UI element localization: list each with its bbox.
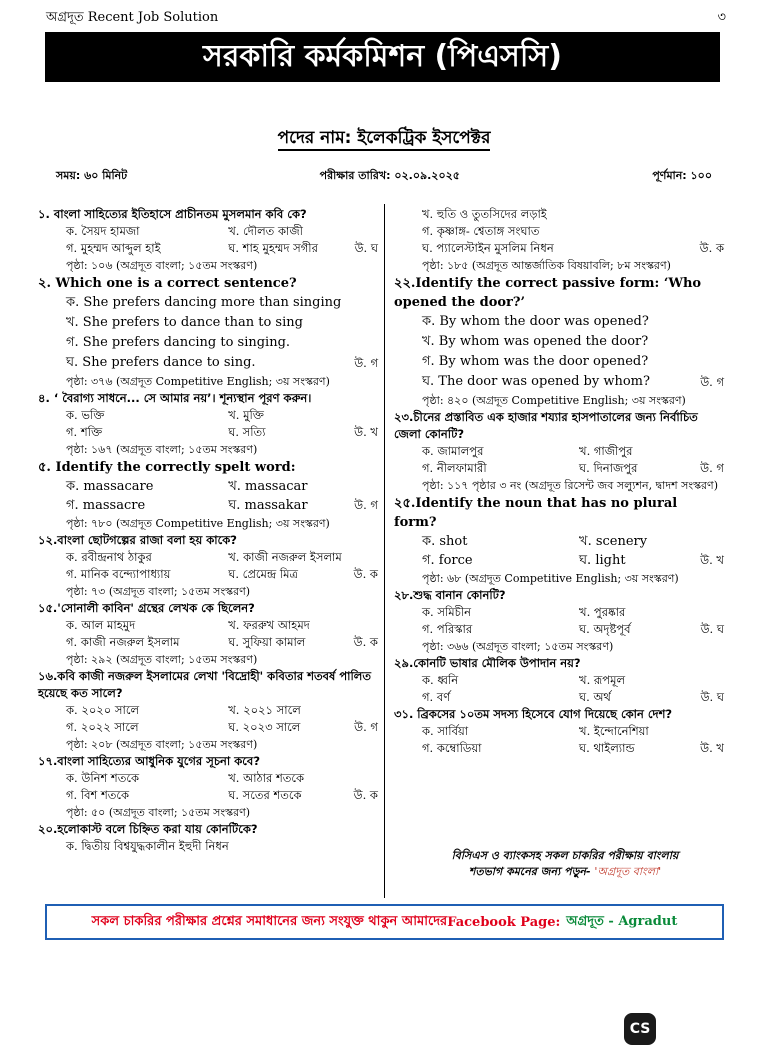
- option: ক. জামালপুর: [422, 444, 484, 458]
- option: খ. রূপমূল: [579, 673, 626, 687]
- question: ২২.Identify the correct passive form: ‘Who opened the door?’: [394, 276, 702, 310]
- option: ঘ. massakar: [228, 498, 308, 513]
- column-divider: [384, 204, 385, 898]
- source-reference: পৃষ্ঠা: ৭৩ (অগ্রদূত বাংলা; ১৫তম সংস্করণ): [66, 585, 251, 598]
- answer: উ. গ: [700, 461, 724, 475]
- question: ৫. Identify the correctly spelt word:: [38, 460, 296, 475]
- option: ক. সার্বিয়া: [422, 724, 469, 738]
- option: ঘ. অর্থ: [579, 690, 611, 704]
- right-column: [394, 206, 724, 757]
- option: গ. নীলফামারী: [422, 461, 487, 475]
- question: ২৩.চীনের প্রস্তাবিত এক হাজার শয্যার হাসপাতালের জন্য নির্বাচিত জেলা কোনটি?: [394, 410, 698, 441]
- question: ১. বাংলা সাহিত্যের ইতিহাসে প্রাচীনতম মুসলমান কবি কে?: [38, 207, 307, 221]
- post-title: [0, 125, 768, 153]
- answer: উ. খ: [354, 425, 378, 439]
- answer: উ. ক: [353, 635, 378, 649]
- option: গ. পরিস্কার: [422, 622, 473, 636]
- options: [38, 549, 378, 583]
- option-row: [394, 372, 724, 392]
- option: খ. দৌলত কাজী: [228, 224, 303, 238]
- option: ঘ. শাহ মুহম্মদ সগীর: [228, 241, 318, 255]
- source-reference: পৃষ্ঠা: ৭৮০ (অগ্রদূত Competitive English; ৩য় সংস্করণ): [66, 517, 330, 530]
- source-reference: পৃষ্ঠা: ২০৮ (অগ্রদূত বাংলা; ১৫তম সংস্করণ): [66, 738, 258, 751]
- option: ঘ. সুফিয়া কামাল: [228, 635, 306, 649]
- option: খ. কাজী নজরুল ইসলাম: [228, 550, 342, 564]
- option: গ. She prefers dancing to singing.: [66, 335, 291, 350]
- answer: উ. ঘ: [700, 690, 724, 704]
- promo-line-2: শতভাগ কমনের জন্য পড়ুন-: [468, 865, 591, 878]
- option: গ. মুহম্মদ আব্দুল হাই: [66, 241, 161, 255]
- options: [38, 477, 378, 515]
- answer: উ. ক: [353, 788, 378, 802]
- options: [394, 443, 724, 477]
- option: ক. সৈয়দ হামজা: [66, 224, 140, 238]
- exam-time: সময়: ৬০ মিনিট: [56, 169, 128, 182]
- options: [38, 223, 378, 257]
- exam-date: পরীক্ষার তারিখ: ০২.০৯.২০২৫: [319, 169, 460, 182]
- option: গ. By whom was the door opened?: [422, 354, 649, 369]
- option: গ. কম্বোডিয়া: [422, 741, 482, 755]
- running-head: অগ্রদূত Recent Job Solution: [46, 10, 219, 25]
- answer: উ. গ: [354, 498, 378, 512]
- option: খ. পুরষ্কার: [579, 605, 626, 619]
- option: খ. গাজীপুর: [579, 444, 633, 458]
- option: ক. shot: [422, 534, 468, 549]
- source-reference: পৃষ্ঠা: ১০৬ (অগ্রদূত বাংলা; ১৫তম সংস্করণ): [66, 259, 258, 272]
- option: গ. বিশ শতকে: [66, 788, 130, 802]
- options: [38, 617, 378, 651]
- option: খ. মুক্তি: [228, 408, 264, 422]
- option: খ. By whom was opened the door?: [422, 334, 649, 349]
- exam-meta: [56, 167, 712, 186]
- source-reference: পৃষ্ঠা: ২৯২ (অগ্রদূত বাংলা; ১৫তম সংস্করণ): [66, 653, 258, 666]
- footer-brand-link[interactable]: অগ্রদূত - Agradut: [566, 913, 678, 929]
- option: গ. force: [422, 553, 473, 568]
- answer: উ. গ: [354, 356, 378, 370]
- source-reference: পৃষ্ঠা: ৬৮ (অগ্রদূত Competitive English; ৩য় সংস্করণ): [422, 572, 679, 585]
- options: [38, 770, 378, 804]
- answer: উ. গ: [700, 375, 724, 389]
- option: ক. রবীন্দ্রনাথ ঠাকুর: [66, 550, 152, 564]
- option-row: [394, 240, 724, 257]
- option: ক. ২০২০ সালে: [66, 703, 140, 717]
- source-reference: পৃষ্ঠা: ৩৭৬ (অগ্রদূত Competitive English; ৩য় সংস্করণ): [66, 375, 330, 388]
- book-promo: [400, 848, 730, 880]
- option: ঘ. প্যালেস্টাইন মুসলিম নিধন: [422, 241, 554, 255]
- answer: উ. ক: [353, 567, 378, 581]
- footer-text: সকল চাকরির পরীক্ষার প্রশ্নের সমাধানের জন্য সংযুক্ত থাকুন আমাদের: [91, 913, 448, 929]
- question: ৩১. ব্রিকসের ১০তম সদস্য হিসেবে যোগ দিয়েছে কোন দেশ?: [394, 707, 673, 721]
- option: গ. কাজী নজরুল ইসলাম: [66, 635, 180, 649]
- camscanner-badge-icon: CS: [624, 1013, 656, 1045]
- option: ঘ. light: [579, 553, 626, 568]
- option: ঘ. She prefers dance to sing.: [66, 355, 256, 370]
- option: ঘ. দিনাজপুর: [579, 461, 638, 475]
- option: খ. হুতি ও তুতসিদের লড়াই: [422, 207, 547, 221]
- options: [38, 407, 378, 441]
- option: গ. massacre: [66, 498, 146, 513]
- option: ক. দ্বিতীয় বিশ্বযুদ্ধকালীন ইহুদী নিধন: [66, 839, 229, 853]
- option: ক. ধ্বনি: [422, 673, 459, 687]
- question: ১৫.'সোনালী কাবিন' গ্রন্থের লেখক কে ছিলেন?: [38, 601, 255, 615]
- footer-facebook-label: Facebook Page:: [447, 914, 561, 930]
- answer: উ. ক: [699, 241, 724, 255]
- option-row: [38, 353, 378, 373]
- page-number: ৩: [717, 10, 726, 25]
- option: ঘ. সত্যি: [228, 425, 266, 439]
- question: ২০.হলোকাস্ট বলে চিহ্নিত করা যায় কোনটিকে?: [38, 822, 258, 836]
- options: [394, 532, 724, 570]
- option: গ. বর্ণ: [422, 690, 451, 704]
- option: ঘ. প্রেমেন্দ্র মিত্র: [228, 567, 298, 581]
- option: ক. massacare: [66, 479, 154, 494]
- source-reference: পৃষ্ঠা: ৩৬৬ (অগ্রদূত বাংলা; ১৫তম সংস্করণ): [422, 640, 614, 653]
- option: খ. massacar: [228, 479, 308, 494]
- question: ৪. ‘ বৈরাগ্য সাধনে... সে আমার নয়’। শূন্যস্থান পূরণ করুন।: [38, 391, 312, 405]
- option: খ. আঠার শতকে: [228, 771, 305, 785]
- answer: উ. ঘ: [354, 241, 378, 255]
- answer: উ. খ: [700, 553, 724, 567]
- option: খ. ফররুখ আহমদ: [228, 618, 310, 632]
- option: খ. scenery: [579, 534, 648, 549]
- question: ১৭.বাংলা সাহিত্যের আধুনিক যুগের সূচনা কবে?: [38, 754, 260, 768]
- banner-title: সরকারি কর্মকমিশন (পিএসসি): [45, 32, 720, 82]
- option: ঘ. The door was opened by whom?: [422, 374, 650, 389]
- option: ঘ. থাইল্যান্ড: [579, 741, 635, 755]
- source-reference: পৃষ্ঠা: ৪২০ (অগ্রদূত Competitive English; ৩য় সংস্করণ): [422, 394, 686, 407]
- promo-book-title: 'অগ্রদূত বাংলা': [594, 865, 662, 878]
- options: [38, 702, 378, 736]
- question: ২৫.Identify the noun that has no plural form?: [394, 496, 678, 530]
- source-reference: পৃষ্ঠা: ৫০ (অগ্রদূত বাংলা; ১৫তম সংস্করণ): [66, 806, 251, 819]
- question: ২৮.শুদ্ধ বানান কোনটি?: [394, 588, 506, 602]
- exam-marks: পূর্ণমান: ১০০: [652, 169, 712, 182]
- facebook-footer: [45, 904, 724, 940]
- option: ঘ. অদৃষ্টপূর্ব: [579, 622, 631, 636]
- option: গ. মানিক বন্দ্যোপাধ্যায়: [66, 567, 171, 581]
- options: [394, 723, 724, 757]
- option: খ. She prefers to dance than to sing: [66, 315, 303, 330]
- left-column: [38, 206, 378, 855]
- answer: উ. ঘ: [700, 622, 724, 636]
- answer: উ. খ: [700, 741, 724, 755]
- question: ১৬.কবি কাজী নজরুল ইসলামের লেখা 'বিদ্রোহী' কবিতার শতবর্ষ পালিত হয়েছে কত সালে?: [38, 669, 372, 700]
- option: ঘ. ২০২৩ সালে: [228, 720, 301, 734]
- option: ক. She prefers dancing more than singing: [66, 295, 342, 310]
- option: ক. ভক্তি: [66, 408, 105, 422]
- option: ক. সমিচীন: [422, 605, 471, 619]
- options: [394, 604, 724, 638]
- option: গ. কৃষ্ণাঙ্গ- শ্বেতাঙ্গ সংঘাত: [422, 224, 540, 238]
- question: ১২.বাংলা ছোটগল্পের রাজা বলা হয় কাকে?: [38, 533, 237, 547]
- option: গ. শক্তি: [66, 425, 103, 439]
- option: খ. ২০২১ সালে: [228, 703, 301, 717]
- option: ক. আল মাহমুদ: [66, 618, 136, 632]
- question: ২৯.কোনটি ভাষার মৌলিক উপাদান নয়?: [394, 656, 581, 670]
- option: গ. ২০২২ সালে: [66, 720, 139, 734]
- option: ক. উনিশ শতকে: [66, 771, 140, 785]
- option: ক. By whom the door was opened?: [422, 314, 649, 329]
- option: ঘ. সতের শতকে: [228, 788, 302, 802]
- options: [394, 672, 724, 706]
- source-reference: পৃষ্ঠা: ১১৭ পৃষ্ঠার ৩ নং (অগ্রদূত রিসেন্ট জব সল্যুশন, দ্বাদশ সংস্করণ): [422, 479, 719, 492]
- post-title-text: পদের নাম: ইলেকট্রিক ইসপেক্টর: [278, 128, 491, 151]
- source-reference: পৃষ্ঠা: ১৮৫ (অগ্রদূত আন্তর্জাতিক বিষয়াবলি; ৮ম সংস্করণ): [422, 259, 671, 272]
- answer: উ. গ: [354, 720, 378, 734]
- question: ২. Which one is a correct sentence?: [38, 276, 297, 291]
- source-reference: পৃষ্ঠা: ১৬৭ (অগ্রদূত বাংলা; ১৫তম সংস্করণ): [66, 443, 258, 456]
- promo-line-1: বিসিএস ও ব্যাংকসহ সকল চাকরির পরীক্ষায় বাংলায়: [451, 849, 679, 862]
- option: খ. ইন্দোনেশিয়া: [579, 724, 649, 738]
